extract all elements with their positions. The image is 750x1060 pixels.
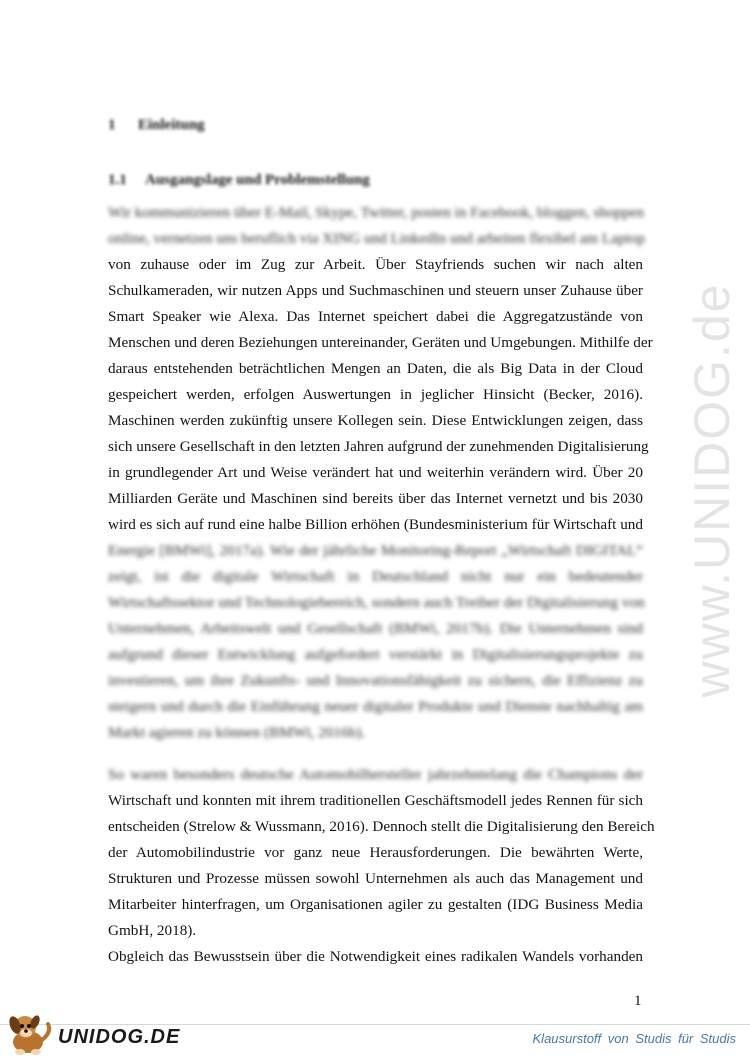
paragraph-line: entscheiden (Strelow & Wussmann, 2016). Dennoch stellt die Digitalisierung den Bereich <box>108 818 655 835</box>
chapter-heading <box>108 117 205 134</box>
paragraph-line: Wirtschaftssektor und Technologiebereich, sondern auch Treiber der Digitalisierung von <box>108 594 645 611</box>
paragraph-line: gespeichert werden, erfolgen Auswertungen in jeglicher Hinsicht (Becker, 2016). <box>108 386 643 403</box>
section-number: 1.1 <box>108 172 127 188</box>
paragraph-line: online, vernetzen uns beruflich via XING und LinkedIn und arbeiten flexibel am Laptop <box>108 230 645 247</box>
paragraph-line: Wirtschaft und konnten mit ihrem traditionellen Geschäftsmodell jedes Rennen für sich <box>108 792 643 809</box>
chapter-number: 1 <box>108 117 116 133</box>
paragraph-line: Unternehmen, Arbeitswelt und Gesellschaft (BMWi, 2017b). Die Unternehmen sind <box>108 620 643 637</box>
paragraph-line: sich unsere Gesellschaft in den letzten Jahren aufgrund der zunehmenden Digitalisierung <box>108 438 649 455</box>
logo-text: UNIDOG.DE <box>58 1026 181 1048</box>
paragraph-line: aufgrund dieser Entwicklung aufgefordert verstärkt in Digitalisierungsprojekte zu <box>108 646 643 663</box>
paragraph-line: der Automobilindustrie vor ganz neue Herausforderungen. Die bewährten Werte, <box>108 844 643 861</box>
section-heading <box>108 172 370 189</box>
section-title: Ausgangslage und Problemstellung <box>145 172 370 188</box>
paragraph-line: zeigt, ist die digitale Wirtschaft in Deutschland nicht nur ein bedeutender <box>108 568 643 585</box>
paragraph-line: Maschinen werden zukünftig unsere Kollegen sein. Diese Entwicklungen zeigen, dass <box>108 412 643 429</box>
page-number: 1 <box>634 993 642 1009</box>
paragraph-line: Strukturen und Prozesse müssen sowohl Unternehmen als auch das Management und <box>108 870 643 887</box>
paragraph-line: Milliarden Geräte und Maschinen sind bereits über das Internet vernetzt und bis 2030 <box>108 490 643 507</box>
dog-mascot-icon <box>6 1010 54 1056</box>
paragraph-line: Energie [BMWi], 2017a). Wie der jährliche Monitoring-Report „Wirtschaft DIGITAL“ <box>108 542 643 559</box>
paragraph-line: Menschen und deren Beziehungen untereinander, Geräten und Umgebungen. Mithilfe der <box>108 334 653 351</box>
paragraph-line: investieren, um ihre Zukunfts- und Innovationsfähigkeit zu sichern, die Effizienz zu <box>108 672 643 689</box>
paragraph-line: daraus entstehenden beträchtlichen Mengen an Daten, die als Big Data in der Cloud <box>108 360 643 377</box>
paragraph-line: steigern und durch die Einführung neuer digitaler Produkte und Dienste nachhaltig am <box>108 698 643 715</box>
paragraph-line: wird es sich auf rund eine halbe Billion erhöhen (Bundesministerium für Wirtschaft und <box>108 516 643 533</box>
watermark-text: www.UNIDOG.de <box>684 282 740 698</box>
paragraph-line: GmbH, 2018). <box>108 922 197 939</box>
paragraph-line: So waren besonders deutsche Automobilhersteller jahrzehntelang die Champions der <box>108 766 643 783</box>
paragraph-line: Schulkameraden, wir nutzen Apps und Suchmaschinen und steuern unser Zuhause über <box>108 282 643 299</box>
paragraph-line: Markt agieren zu können (BMWi, 2016b). <box>108 724 366 741</box>
paragraph-line: Mitarbeiter hinterfragen, um Organisationen agiler zu gestalten (IDG Business Media <box>108 896 643 913</box>
chapter-title: Einleitung <box>138 117 205 133</box>
paragraph-line: in grundlegender Art und Weise verändert hat und weiterhin verändern wird. Über 20 <box>108 464 643 481</box>
paragraph-line: von zuhause oder im Zug zur Arbeit. Über Stayfriends suchen wir nach alten <box>108 256 643 273</box>
paragraph-line: Obgleich das Bewusstsein über die Notwendigkeit eines radikalen Wandels vorhanden <box>108 948 643 965</box>
unidog-logo <box>6 1010 181 1058</box>
paragraph-line: Wir kommunizieren über E-Mail, Skype, Twitter, posten in Facebook, bloggen, shoppen <box>108 204 645 221</box>
footer-tagline: Klausurstoff von Studis für Studis <box>532 1031 736 1046</box>
paragraph-line: Smart Speaker wie Alexa. Das Internet speichert dabei die Aggregatzustände von <box>108 308 643 325</box>
